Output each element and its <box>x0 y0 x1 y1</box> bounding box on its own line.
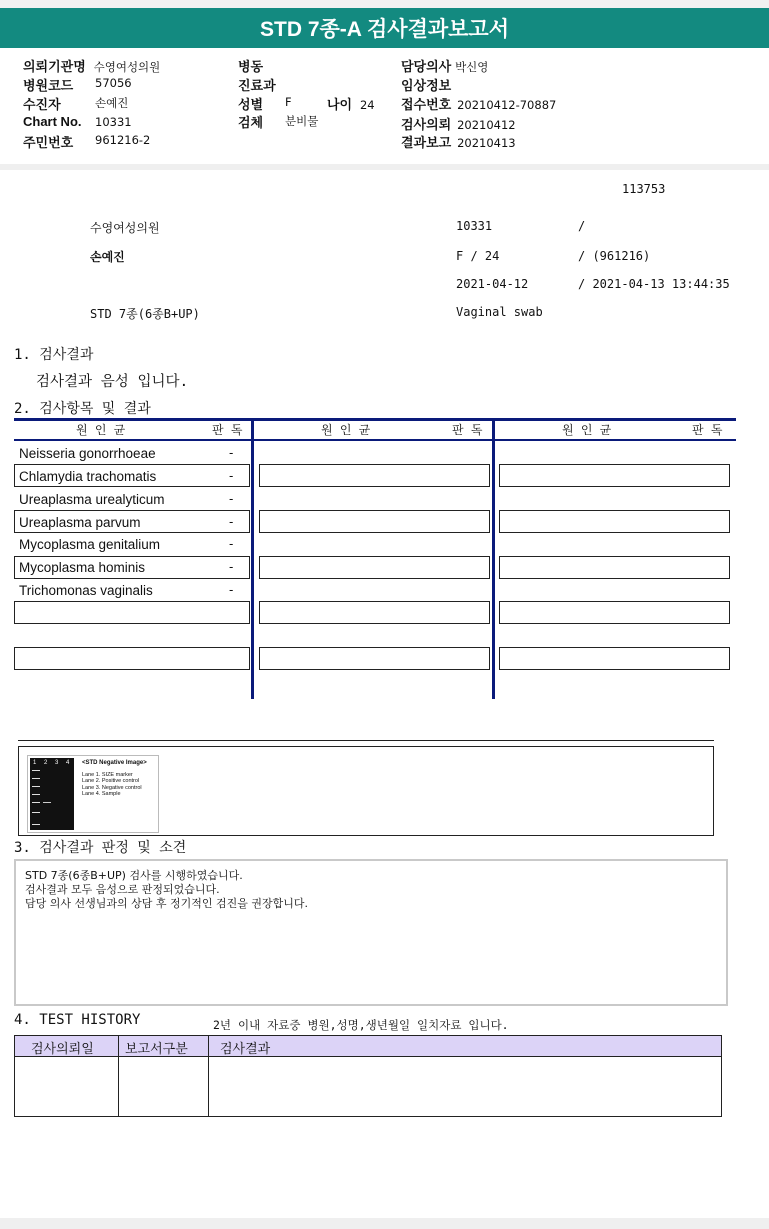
id-value: 961216-2 <box>95 133 151 147</box>
header-separator <box>0 164 769 170</box>
section4-note: 2년 이내 자료중 병원,성명,생년월일 일치자료 입니다. <box>213 1018 509 1032</box>
doctor-label: 담당의사 <box>401 59 452 74</box>
age-label: 나이 <box>327 97 353 112</box>
summary-chart: 10331 <box>456 219 493 233</box>
age-value: 24 <box>359 98 375 112</box>
top-band <box>0 0 769 8</box>
row-box <box>14 647 250 670</box>
row-box <box>259 601 490 624</box>
doctor-row <box>401 56 488 75</box>
summary-slash: / <box>578 219 586 233</box>
opinion-line-2: 검사결과 모두 음성으로 판정되었습니다. <box>25 883 220 896</box>
organism-result: - <box>229 559 234 574</box>
row-box <box>259 464 490 487</box>
report-number: 113753 <box>622 182 666 196</box>
row-box <box>499 464 730 487</box>
hospital-value: 수영여성의원 <box>93 60 161 74</box>
organism-result: - <box>229 536 234 551</box>
bottom-band <box>0 1218 769 1229</box>
specimen-value: 분비물 <box>285 114 319 128</box>
col-result-2: 판 독 <box>452 423 483 437</box>
col-result-3: 판 독 <box>692 423 723 437</box>
clinical-label: 임상정보 <box>401 78 452 93</box>
sex-value: F <box>285 95 292 109</box>
row-box <box>499 601 730 624</box>
age-row <box>327 94 375 113</box>
organism-name: Ureaplasma urealyticum <box>19 492 165 507</box>
sex-label: 성별 <box>238 97 264 112</box>
organism-name: Mycoplasma hominis <box>19 560 146 575</box>
col-result-1: 판 독 <box>212 423 243 437</box>
summary-patient: 손예진 <box>90 250 125 264</box>
organism-result: - <box>229 491 234 506</box>
row-box <box>499 510 730 533</box>
organism-result: - <box>229 582 234 597</box>
section1-title: 1. 검사결과 <box>14 347 94 363</box>
gel-lane-2: Lane 2. Positive control <box>82 778 140 784</box>
results-table-divider-2 <box>492 418 495 699</box>
report-value: 20210413 <box>457 136 516 150</box>
organism-result: - <box>229 514 234 529</box>
specimen-label: 검체 <box>238 115 264 130</box>
summary-specimen: Vaginal swab <box>456 305 543 319</box>
organism-name: Neisseria gonorrhoeae <box>19 446 156 461</box>
lane-number: 3 <box>55 760 59 766</box>
history-col-result: 검사결과 <box>220 1042 271 1057</box>
row-box <box>14 601 250 624</box>
summary-hospital: 수영여성의원 <box>90 221 160 235</box>
history-table <box>14 1035 722 1117</box>
id-label: 주민번호 <box>23 135 74 150</box>
row-box <box>259 510 490 533</box>
organism-name: Ureaplasma parvum <box>19 515 141 530</box>
organism-result: - <box>229 445 234 460</box>
specimen-row <box>238 112 319 131</box>
sex-row <box>238 94 292 113</box>
row-box <box>499 647 730 670</box>
report-title: STD 7종-A 검사결과보고서 <box>0 8 769 48</box>
report-label: 결과보고 <box>401 135 452 150</box>
col-organism-2: 원 인 균 <box>321 423 371 437</box>
code-row <box>23 75 132 94</box>
hospital-row <box>23 56 160 75</box>
results-table-divider-1 <box>251 418 254 699</box>
gel-top-rule <box>18 740 714 741</box>
patient-label: 수진자 <box>23 97 61 112</box>
opinion-line-3: 담당 의사 선생님과의 상담 후 정기적인 검진을 권장합니다. <box>25 897 308 910</box>
section2-title: 2. 검사항목 및 결과 <box>14 401 151 417</box>
lane-number: 2 <box>44 760 48 766</box>
row-box <box>259 556 490 579</box>
ward-label: 병동 <box>238 59 264 74</box>
code-label: 병원코드 <box>23 78 74 93</box>
gel-electrophoresis <box>30 758 74 830</box>
col-organism-1: 원 인 균 <box>76 423 126 437</box>
receipt-label: 접수번호 <box>401 97 452 112</box>
gel-lane-3: Lane 3. Negative control <box>82 784 142 791</box>
hospital-label: 의뢰기관명 <box>23 59 86 74</box>
doctor-value: 박신영 <box>455 60 489 74</box>
history-col-date: 검사의뢰일 <box>31 1042 94 1057</box>
summary-sex-age: F / 24 <box>456 249 500 263</box>
summary-request-date: 2021-04-12 <box>456 277 529 291</box>
patient-value: 손예진 <box>95 96 129 110</box>
section1-text: 검사결과 음성 입니다. <box>36 374 189 390</box>
section4-title: 4. TEST HISTORY <box>14 1012 141 1028</box>
request-label: 검사의뢰 <box>401 117 452 132</box>
gel-lane-1: Lane 1. SIZE marker <box>82 771 133 778</box>
receipt-value: 20210412-70887 <box>457 98 557 112</box>
organism-name: Trichomonas vaginalis <box>19 583 153 598</box>
history-col-divider <box>208 1036 209 1116</box>
id-row <box>23 132 151 151</box>
organism-name: Chlamydia trachomatis <box>19 469 157 484</box>
chart-value: 10331 <box>95 115 132 129</box>
section3-title: 3. 검사결과 판정 및 소견 <box>14 840 187 856</box>
summary-birth: / (961216) <box>578 249 651 263</box>
gel-caption <box>82 760 147 798</box>
ward-row <box>238 56 263 75</box>
clinical-row <box>401 75 451 94</box>
organism-result: - <box>229 468 234 483</box>
opinion-box <box>14 859 728 1006</box>
chart-row <box>23 114 132 129</box>
gel-lane-4: Lane 4. Sample <box>82 791 121 797</box>
history-header <box>15 1036 721 1057</box>
dept-label: 진료과 <box>238 78 276 93</box>
gel-image <box>27 755 159 833</box>
lane-number: 4 <box>66 760 70 766</box>
chart-label: Chart No. <box>23 114 82 129</box>
row-box <box>259 647 490 670</box>
summary-test-name: STD 7종(6종B+UP) <box>90 307 200 321</box>
gel-title: <STD Negative Image> <box>82 760 147 766</box>
history-col-type: 보고서구분 <box>125 1042 188 1057</box>
col-organism-3: 원 인 균 <box>562 423 612 437</box>
code-value: 57056 <box>95 76 132 90</box>
dept-row <box>238 75 276 94</box>
report-row <box>401 132 516 151</box>
organism-name: Mycoplasma genitalium <box>19 537 161 552</box>
summary-report-datetime: / 2021-04-13 13:44:35 <box>578 277 730 291</box>
row-box <box>499 556 730 579</box>
lane-number: 1 <box>33 760 37 766</box>
results-table-header-border <box>14 439 736 441</box>
opinion-line-1: STD 7종(6종B+UP) 검사를 시행하였습니다. <box>25 869 243 882</box>
request-row <box>401 114 516 133</box>
request-value: 20210412 <box>457 118 516 132</box>
receipt-row <box>401 94 556 113</box>
patient-row <box>23 94 129 113</box>
history-col-divider <box>118 1036 119 1116</box>
